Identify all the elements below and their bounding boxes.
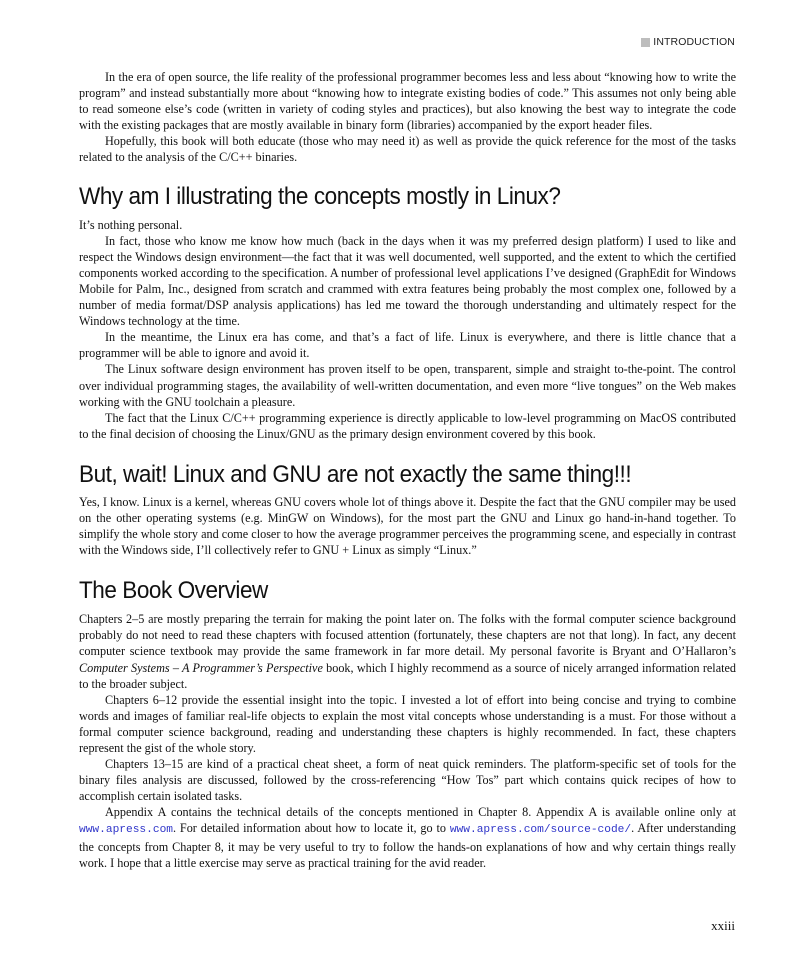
linux-paragraph-1: It’s nothing personal. [79, 217, 183, 232]
running-head-label: INTRODUCTION [653, 36, 735, 48]
book-title-citation: Computer Systems – A Programmer’s Perspective [79, 660, 323, 675]
source-code-link[interactable]: www.apress.com/source-code/ [449, 824, 632, 837]
overview-p4-text-a: Appendix A contains the technical details of the concepts mentioned in Chapter 8. Appendix A is available online only at [105, 805, 736, 820]
page-body [79, 69, 736, 871]
section-marker-icon [641, 38, 650, 47]
intro-paragraph-2: Hopefully, this book will both educate (those who may need it) as well as provide the quick reference for the most of the tasks related to the analysis of the C/C++ binaries. [79, 134, 736, 165]
linux-paragraph-2: In fact, those who know me know how much (back in the days when it was my preferred design platform) I used to like and respect the Windows design environment—the fact that it was well documented, well supported, and the extent to which the certified components worked according to the specification. A number of professional level applications I’ve designed (GraphEdit for Windows Mobile for Palm, Inc., designed from scratch and crammed with extra features being probably the most complex one, followed by a number of media format/DSP analysis applications) has led me toward the thorough understanding and ultimately respect for the Windows technology at the time. [79, 233, 736, 329]
heading-book-overview: The Book Overview [79, 577, 268, 605]
overview-paragraph-1 [79, 611, 736, 691]
heading-why-linux: Why am I illustrating the concepts mostly in Linux? [79, 182, 561, 210]
linux-paragraph-5: The fact that the Linux C/C++ programming experience is directly applicable to low-level programming on MacOS contributed to the final decision of choosing the Linux/GNU as the primary design environment covered by this book. [79, 410, 736, 441]
overview-p1-text-a: Chapters 2–5 are mostly preparing the terrain for making the point later on. The folks with the formal computer science background probably do not need to read these chapters with focused attention (fortunately, these chapters are not that long). In fact, any decent computer science textbook may provide the same framework in far more detail. My personal favorite is Bryant and O’Hallaron’s [79, 612, 736, 659]
intro-paragraph-1: In the era of open source, the life reality of the professional programmer becomes less and less about “knowing how to write the program” and instead substantially more about “knowing how to integrate existing bodies of code.” This assumes not only being able to read someone else’s code (written in variety of coding styles and practices), but also knowing the best way to integrate the code with the existing packages that are mostly available in binary form (libraries) accompanied by the export header files. [79, 70, 736, 133]
overview-p4-text-c: . After understanding the concepts from Chapter 8, it may be very useful to try to follow the hands-on explanations of how and why certain things really work. I hope that a little exercise may serve as practical training for the avid reader. [79, 821, 737, 870]
linux-paragraph-4: The Linux software design environment has proven itself to be open, transparent, simple and straight to-the-point. The control over individual programming stages, the availability of well-written documentation, and even more “live tongues” on the Web makes working with the GNU toolchain a pleasure. [79, 362, 736, 409]
overview-paragraph-2: Chapters 6–12 provide the essential insight into the topic. I invested a lot of effort into being concise and trying to combine words and images of familiar real-life objects to explain the most vital concepts whose understanding is a must. For those without a formal computer science background, reading and understanding these chapters is highly recommended. In fact, these chapters represent the gist of the whole story. [79, 692, 736, 755]
linux-paragraph-3: In the meantime, the Linux era has come, and that’s a fact of life. Linux is everywhere, and there is little chance that a programmer will be able to ignore and avoid it. [79, 330, 736, 361]
page-number: xxiii [711, 918, 735, 933]
gnu-paragraph-1: Yes, I know. Linux is a kernel, whereas GNU covers whole lot of things above it. Despite the fact that the GNU compiler may be used on the other operating systems (e.g. MinGW on Windows), for the most part the GNU and Linux go hand-in-hand together. To simplify the whole story and come closer to how the average programmer perceives the programming scene, and especially in contrast with the Windows side, I’ll collectively refer to GNU + Linux as simply “Linux.” [79, 494, 736, 558]
overview-paragraph-3: Chapters 13–15 are kind of a practical cheat sheet, a form of neat quick reminders. The platform-specific set of tools for the binary files analysis are discussed, followed by the cross-referencing “How Tos” part which contains quick recipes of how to accomplish certain isolated tasks. [79, 757, 736, 804]
overview-paragraph-4 [79, 804, 736, 870]
running-head [641, 36, 735, 48]
overview-p1-text-b: book, which I highly recommend as a source of nicely arranged information related to the broader subject. [79, 660, 736, 691]
apress-link[interactable]: www.apress.com [79, 824, 173, 837]
heading-linux-gnu: But, wait! Linux and GNU are not exactly the same thing!!! [79, 460, 632, 488]
overview-p4-text-b: . For detailed information about how to locate it, go to [173, 821, 450, 836]
